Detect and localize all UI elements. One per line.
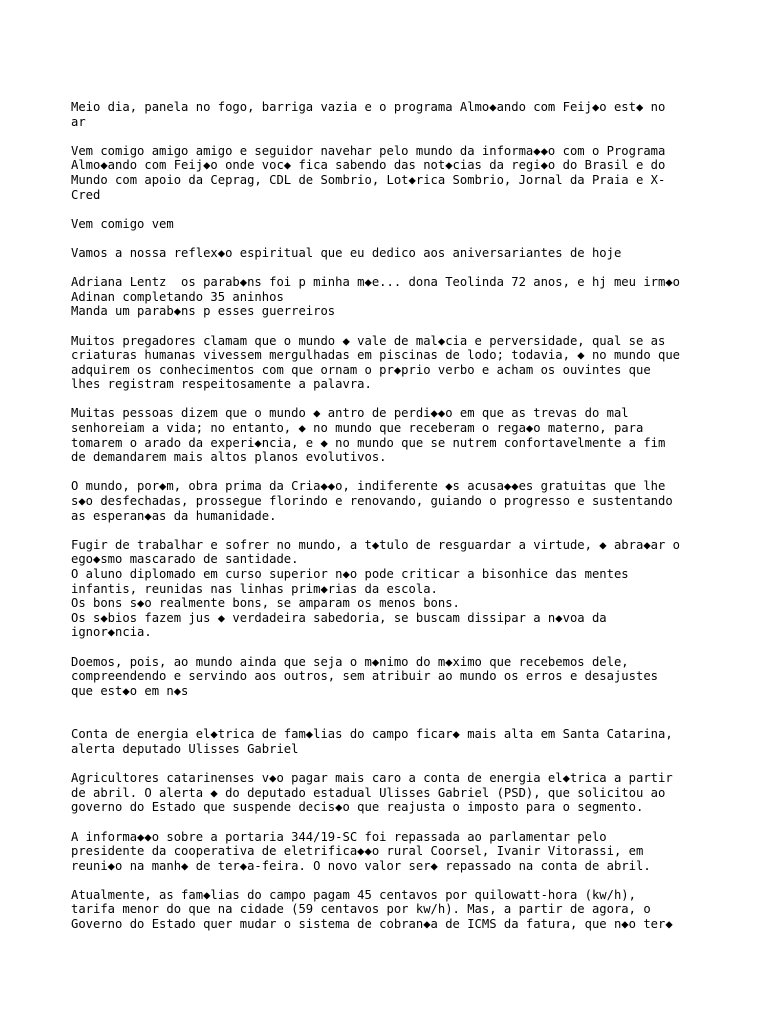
paragraph-program-invite: Vem comigo amigo amigo e seguidor navehar pelo mundo da informa◆◆o com o Programa Almo◆ando com Feij◆o onde voc◆ fica sabendo das not◆cias da regi◆o do Brasil e do Mundo com apoio da Ceprag, CDL de Sombrio, Lot◆rica Sombrio, Jornal da Praia e X- Cred (71, 143, 666, 202)
news-headline: Conta de energia el◆trica de fam◆lias do campo ficar◆ mais alta em Santa Catarina, alerta deputado Ulisses Gabriel (71, 727, 673, 756)
news-paragraph-1: Agricultores catarinenses v◆o pagar mais caro a conta de energia el◆trica a partir de abril. O alerta ◆ do deputado estadual Ulisses Gabriel (PSD), que solicitou ao governo do Estado que suspende decis◆o que reajusta o imposto para o segmento. (71, 771, 673, 815)
paragraph-reflection-2: Muitas pessoas dizem que o mundo ◆ antro de perdi◆◆o em que as trevas do mal senhoreiam a vida; no entanto, ◆ no mundo que receberam o rega◆o materno, para tomarem o arado da experi◆ncia, e ◆ no mundo que se nutrem confortavelmente a fim de demandarem mais altos planos evolutivos. (71, 406, 666, 465)
document-body (71, 100, 711, 946)
paragraph-vem-comigo: Vem comigo vem (71, 216, 174, 231)
paragraph-reflection-3: O mundo, por◆m, obra prima da Cria◆◆o, indiferente ◆s acusa◆◆es gratuitas que lhe s◆o desfechadas, prossegue florindo e renovando, guiando o progresso e sustentando as esperan◆as da humanidade. (71, 479, 673, 523)
paragraph-reflection-5: Doemos, pois, ao mundo ainda que seja o m◆nimo do m◆ximo que recebemos dele, compreendendo e servindo aos outros, sem atribuir ao mundo os erros e desajustes que est◆o em n◆s (71, 654, 658, 698)
paragraph-reflection-intro: Vamos a nossa reflex◆o espiritual que eu dedico aos aniversariantes de hoje (71, 245, 622, 260)
news-paragraph-2: A informa◆◆o sobre a portaria 344/19-SC foi repassada ao parlamentar pelo presidente da cooperativa de eletrifica◆◆o rural Coorsel, Ivanir Vitorassi, em reuni◆o na manh◆ de ter◆a-feira. O novo valor ser◆ repassado na conta de abril. (71, 829, 651, 873)
paragraph-reflection-1: Muitos pregadores clamam que o mundo ◆ vale de mal◆cia e perversidade, qual se as criaturas humanas vivessem mergulhadas em piscinas de lodo; todavia, ◆ no mundo que adquirem os conhecimentos com que ornam o pr◆prio verbo e acham os ouvintes que lhes registram respeitosamente a palavra. (71, 333, 681, 392)
paragraph-reflection-4: Fugir de trabalhar e sofrer no mundo, a t◆tulo de resguardar a virtude, ◆ abra◆ar o ego◆smo mascarado de santidade. O aluno diplomado em curso superior n◆o pode criticar a bisonhice das mentes infantis, reunidas nas linhas prim◆rias da escola. Os bons s◆o realmente bons, se amparam os menos bons. Os s◆bios fazem jus ◆ verdadeira sabedoria, se buscam dissipar a n◆voa da ignor◆ncia. (71, 537, 681, 640)
paragraph-intro: Meio dia, panela no fogo, barriga vazia e o programa Almo◆ando com Feij◆o est◆ no ar (71, 100, 666, 129)
paragraph-birthdays: Adriana Lentz os parab◆ns foi p minha m◆e... dona Teolinda 72 anos, e hj meu irm◆o Adinan completando 35 aninhos Manda um parab◆ns p esses guerreiros (71, 275, 681, 319)
news-paragraph-3: Atualmente, as fam◆lias do campo pagam 45 centavos por quilowatt-hora (kw/h), tarifa menor do que na cidade (59 centavos por kw/h). Mas, a partir de agora, o Governo do Estado quer mudar o sistema de cobran◆a de ICMS da fatura, que n◆o ter◆ (71, 887, 673, 932)
